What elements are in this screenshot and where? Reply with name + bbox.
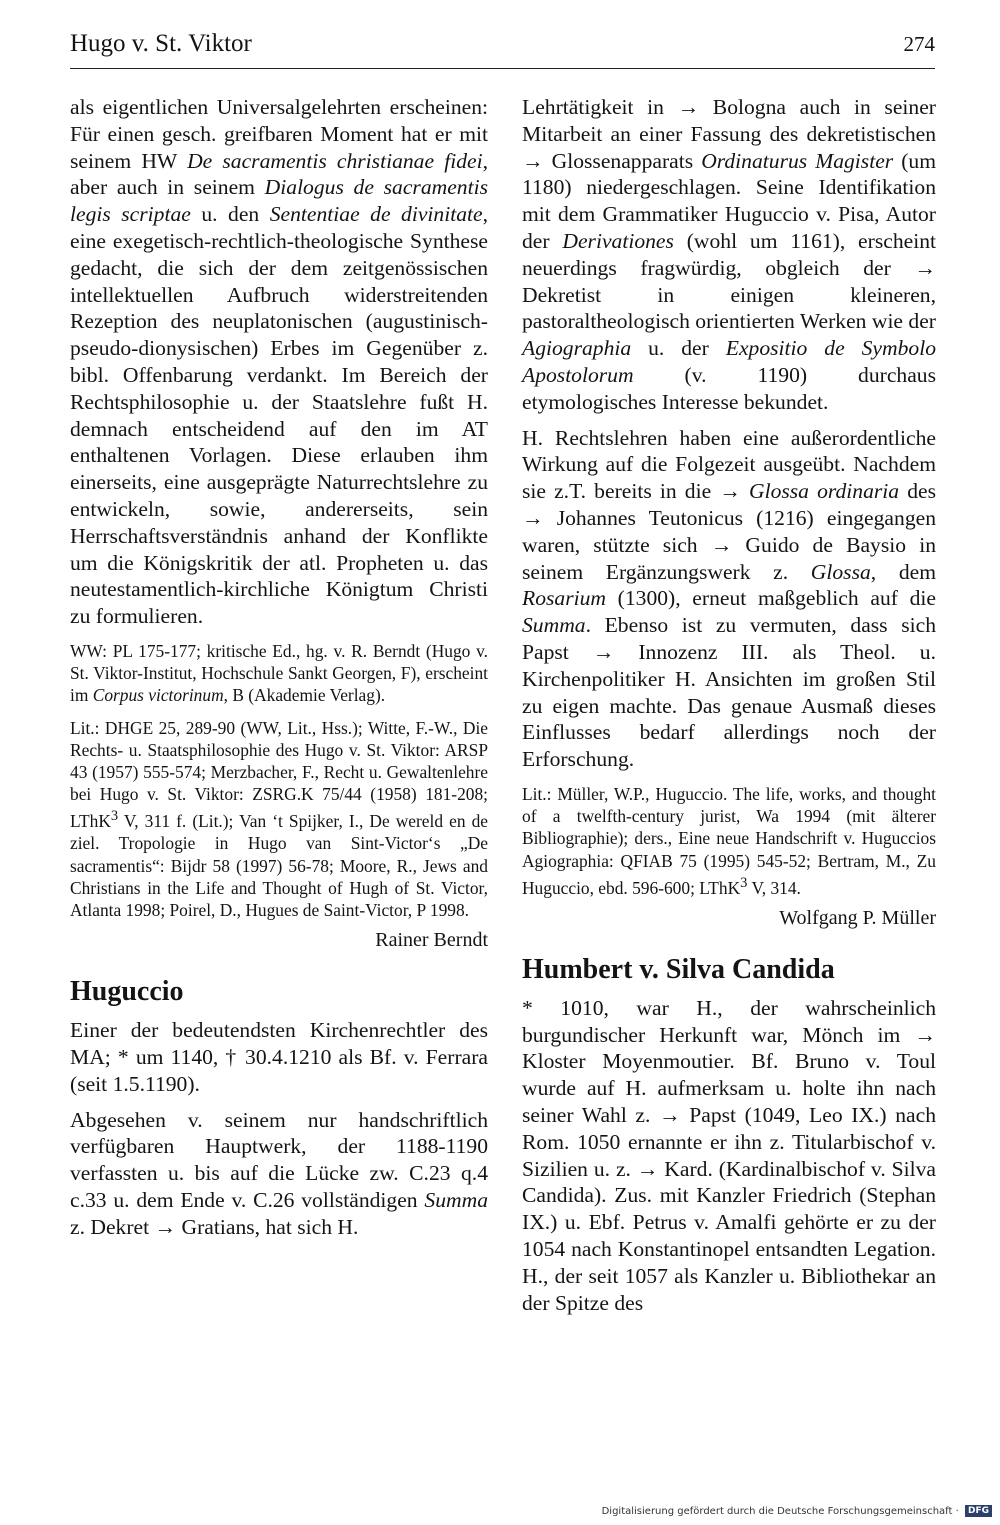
author-signature: Rainer Berndt <box>375 929 488 952</box>
footer-text: Digitalisierung gefördert durch die Deutsche Forschungsgemeinschaft · <box>601 1506 959 1517</box>
footer <box>602 1505 992 1517</box>
left-column <box>70 94 488 1241</box>
body-paragraph: Lehrtätigkeit in → Bologna auch in seiner Mitarbeit an einer Fassung des dekretistischen → Glossenapparats Ordinaturus Magister (um 1180) niedergeschlagen. Seine Identifikation mit dem Grammatiker Huguccio v. Pisa, Autor der Derivationes (wohl um 1161), erscheint neuerdings fragwürdig, obgleich der → Dekretist in einigen kleineren, pastoraltheologisch orientierten Werken wie der Agiographia u. der Expositio de Symbolo Apostolorum (v. 1190) durchaus etymologisches Interesse bekundet. <box>522 95 937 414</box>
page-number: 274 <box>903 32 935 56</box>
page-header <box>70 30 935 69</box>
entry-title: Huguccio <box>70 976 184 1008</box>
body-paragraph: als eigentlichen Universalgelehrten erscheinen: Für einen gesch. greifbaren Moment hat er mit seinem HW De sacramentis christianae fidei, aber auch in seinem Dialogus de sacramentis legis scriptae u. den Sententiae de divinitate, eine exegetisch-rechtlich-theologische Synthese gedacht, die sich der dem zeitgenössischen intellektuellen Aufbruch widerstreitenden Rezeption des neuplatonischen (augustinisch-pseudo-dionysischen) Erbes im Gegenüber z. bibl. Offenbarung verdankt. Im Bereich der Rechtsphilosophie u. der Staatslehre fußt H. demnach entscheidend auf den im AT enthaltenen Vorlagen. Diese erlauben ihm einerseits, eine ausgeprägte Naturrechtslehre zu entwickeln, sowie, andererseits, sein Herrschaftsverständnis anhand der Konflikte um die Königskritik der atl. Propheten u. das neutestamentlich-kirchliche Königtum Christi zu formulieren. <box>70 95 488 629</box>
entry-title: Humbert v. Silva Candida <box>522 953 835 985</box>
body-paragraph: Einer der bedeutendsten Kirchenrechtler des MA; * um 1140, † 30.4.1210 als Bf. v. Ferrara (seit 1.5.1190). <box>70 1018 488 1096</box>
body-paragraph: Abgesehen v. seinem nur handschriftlich verfügbaren Hauptwerk, der 1188-1190 verfassten u. bis auf die Lücke zw. C.23 q.4 c.33 u. dem Ende v. C.26 vollständigen Summa z. Dekret → Gratians, hat sich H. <box>70 1107 488 1239</box>
right-column <box>522 94 936 1316</box>
body-paragraph: H. Rechtslehren haben eine außerordentliche Wirkung auf die Folgezeit ausgeübt. Nachdem sie z.T. bereits in die → Glossa ordinaria des → Johannes Teutonicus (1216) eingegangen waren, stützte sich → Guido de Baysio in seinem Ergänzungswerk z. Glossa, dem Rosarium (1300), erneut maßgeblich auf die Summa. Ebenso ist zu vermuten, dass sich Papst → Innozenz III. als Theol. u. Kirchenpolitiker H. Ansichten im großen Stil zu eigen machte. Das genaue Ausmaß dieses Einflusses bedarf allerdings noch der Erforschung. <box>522 425 936 772</box>
author-signature: Wolfgang P. Müller <box>779 906 936 929</box>
bibliography-paragraph: Lit.: Müller, W.P., Huguccio. The life, works, and thought of a twelfth-century jurist, Wa 1994 (mit älterer Bibliographie); ders., Eine neue Handschrift v. Huguccios Agiographia: QFIAB 75 (1995) 545-52; Bertram, M., Zu Huguccio, ebd. 596-600; LThK$^3$ V, 314. <box>522 783 936 898</box>
bibliography-paragraph: Lit.: DHGE 25, 289-90 (WW, Lit., Hss.); Witte, F.-W., Die Rechts- u. Staatsphilosophie des Hugo v. St. Viktor: ARSP 43 (1957) 555-574; Merzbacher, F., Recht u. Gewaltenlehre bei Hugo v. St. Viktor: ZSRG.K 75/44 (1958) 181-208; LThK$^3$ V, 311 f. (Lit.); Van ‘t Spijker, I., De wereld en de ziel. Tropologie in Hugo van Sint-Victor‘s „De sacramentis“: Bijdr 58 (1997) 56-78; Moore, R., Jews and Christians in the Life and Thought of Hugh of St. Victor, Atlanta 1998; Poirel, D., Hugues de Saint-Victor, P 1998. <box>70 717 488 920</box>
dfg-logo: DFG <box>965 1505 992 1517</box>
bibliography-paragraph: WW: PL 175-177; kritische Ed., hg. v. R. Berndt (Hugo v. St. Viktor-Institut, Hochschule Sankt Georgen, F), erscheint im Corpus victorinum, B (Akademie Verlag). <box>70 640 488 706</box>
running-head: Hugo v. St. Viktor <box>70 30 252 57</box>
body-paragraph: * 1010, war H., der wahrscheinlich burgundischer Herkunft war, Mönch im → Kloster Moyenmoutier. Bf. Bruno v. Toul wurde auf H. aufmerksam u. holte ihn nach seiner Wahl z. → Papst (1049, Leo IX.) nach Rom. 1050 ernannte er ihn z. Titularbischof v. Sizilien u. z. → Kard. (Kardinalbischof v. Silva Candida). Zus. mit Kanzler Friedrich (Stephan IX.) u. Ebf. Petrus v. Amalfi gehörte er zu der 1054 nach Konstantinopel entsandten Legation. H., der seit 1057 als Kanzler u. Bibliothekar an der Spitze des <box>522 995 936 1315</box>
